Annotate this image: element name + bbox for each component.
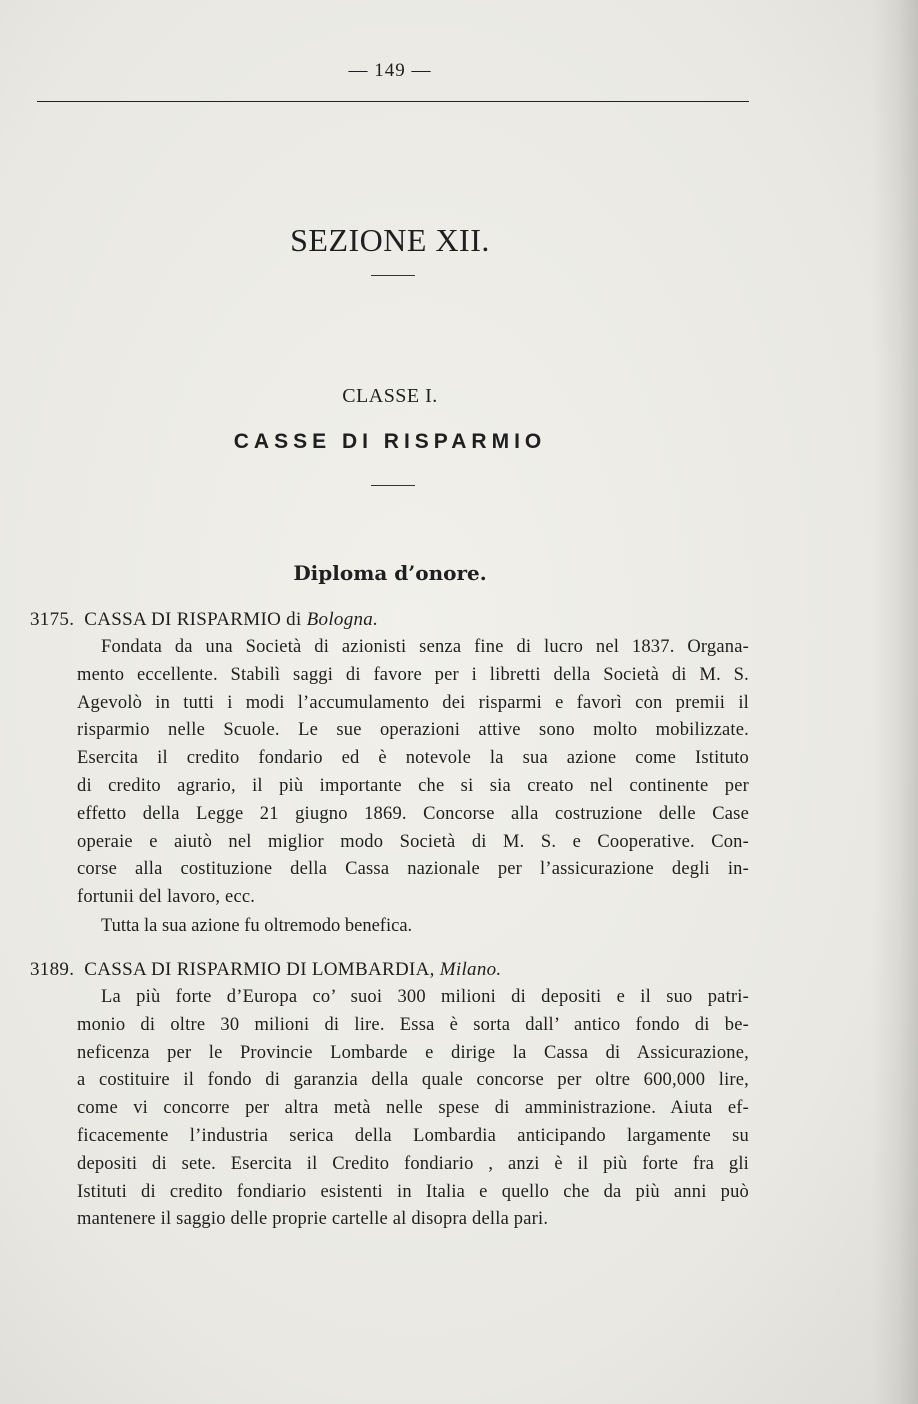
entry-heading [30,606,378,634]
entry-city: Milano. [439,959,502,980]
class-title: CASSE DI RISPARMIO [233,430,547,453]
text-line: Agevolò in tutti i modi l’accumulamento dei risparmi e favorì con premii il [77,692,749,713]
page-edge-shadow [872,0,918,1404]
award-title: Diploma d’onore. [293,561,487,585]
text-line: operaie e aiutò nel miglior modo Società di M. S. e Cooperative. Con- [77,831,749,852]
class-divider [371,485,415,486]
text-line: corse alla costituzione della Cassa nazionale per l’assicurazione degli in- [77,859,749,880]
text-line: depositi di sete. Esercita il Credito fondiario , anzi è il più forte fra gli [77,1153,749,1174]
page-number: — 149 — [348,60,432,81]
section-divider [371,275,415,276]
text-line: neficenza per le Provincie Lombarde e dirige la Cassa di Assicurazione, [77,1042,749,1063]
entry-name: CASSA DI RISPARMIO di [84,609,302,630]
text-line: a costituire il fondo di garanzia della quale concorse per oltre 600,000 lire, [77,1070,749,1091]
text-line: risparmio nelle Scuole. Le sue operazioni attive sono molto mobilizzate. [77,720,749,741]
text-line: La più forte d’Europa co’ suoi 300 milioni di depositi e il suo patri- [101,987,749,1007]
entry-city: Bologna. [306,609,379,630]
text-line: fortunii del lavoro, ecc. [77,887,256,908]
class-label: CLASSE I. [342,385,438,407]
text-line: ficacemente l’industria serica della Lombardia anticipando largamente su [77,1125,749,1146]
entry-description [77,984,749,1234]
entry-name: CASSA DI RISPARMIO DI LOMBARDIA, [84,959,435,980]
text-line: Fondata da una Società di azionisti senza fine di lucro nel 1837. Organa- [101,637,749,657]
text-line: di credito agrario, il più importante che si sia creato nel continente per [77,775,749,796]
entry-number: 3189. [30,959,75,980]
text-line: come vi concorre per altra metà nelle spese di amministrazione. Aiuta ef- [77,1098,749,1119]
text-line: monio di oltre 30 milioni di lire. Essa è sorta dall’ antico fondo di be- [77,1014,749,1035]
text-line: Istituti di credito fondiario esistenti in Italia e quello che da più anni può [77,1181,749,1202]
text-line: mantenere il saggio delle proprie cartelle al disopra della pari. [77,1209,549,1230]
entry-heading [30,956,502,984]
entry-description [77,634,749,912]
entry-closing: Tutta la sua azione fu oltremodo benefica. [101,916,413,936]
header-rule [37,101,749,102]
section-title: SEZIONE XII. [290,222,490,258]
entry-number: 3175. [30,609,75,630]
text-line: effetto della Legge 21 giugno 1869. Concorse alla costruzione delle Case [77,803,749,824]
text-line: mento eccellente. Stabilì saggi di favore per i libretti della Società di M. S. [77,664,749,685]
text-line: Esercita il credito fondario ed è notevole la sua azione come Istituto [77,748,749,769]
